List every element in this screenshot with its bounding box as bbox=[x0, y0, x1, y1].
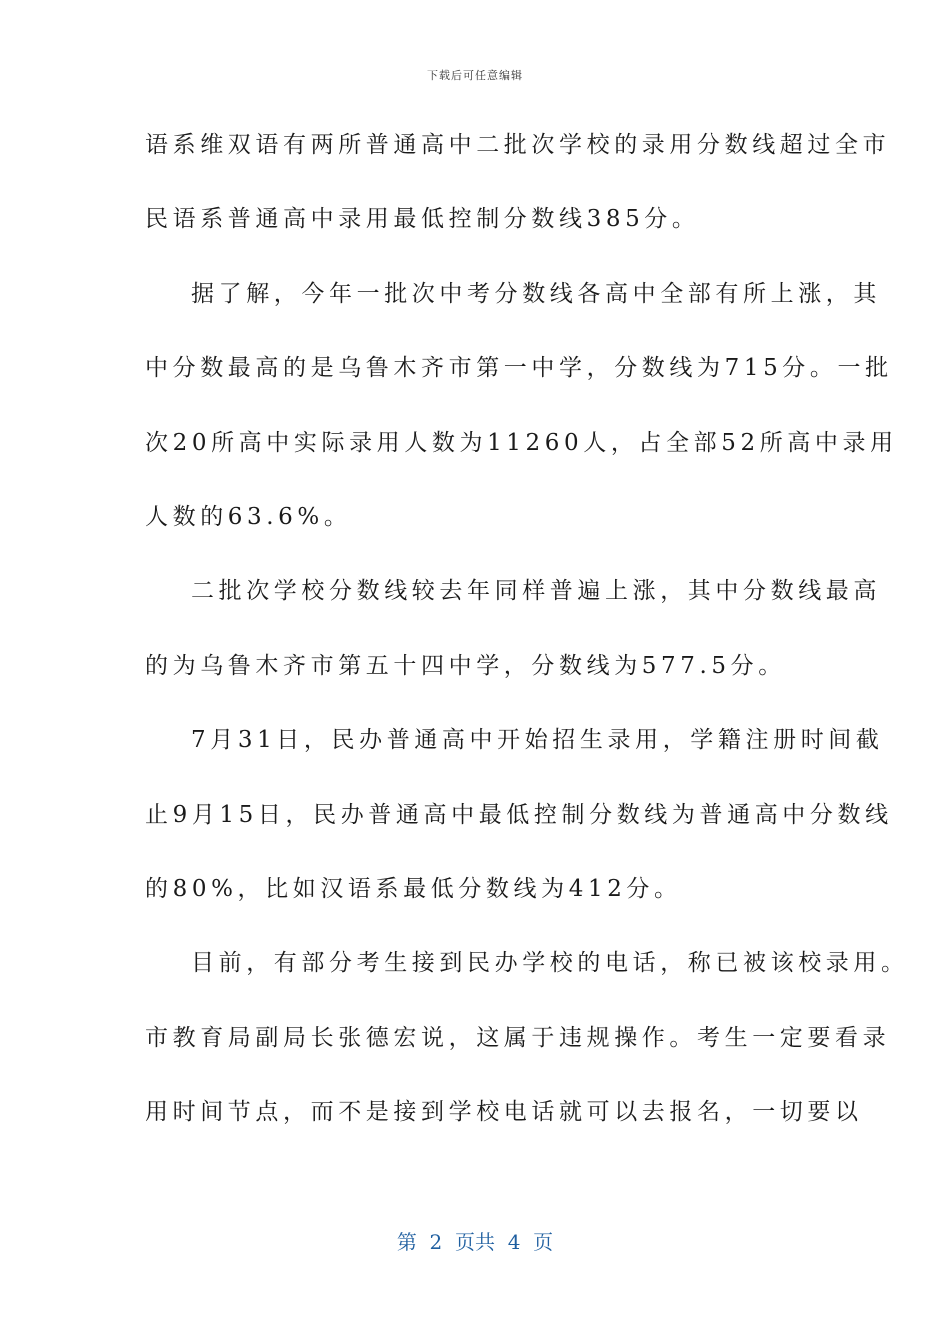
text-line: 二批次学校分数线较去年同样普遍上涨，其中分数线最高 bbox=[191, 578, 881, 605]
text-line: 语系维双语有两所普通高中二批次学校的录用分数线超过全市 bbox=[145, 132, 891, 158]
text-line: 民语系普通高中录用最低控制分数线385分。 bbox=[145, 206, 700, 233]
text-line: 人数的63.6%。 bbox=[145, 503, 352, 530]
text-line: 次20所高中实际录用人数为11260人，占全部52所高中录用 bbox=[145, 429, 898, 456]
text-line: 中分数最高的是乌鲁木齐市第一中学，分数线为715分。一批 bbox=[145, 355, 893, 382]
text-line: 的为乌鲁木齐市第五十四中学，分数线为577.5分。 bbox=[145, 652, 786, 679]
text-line: 的80%，比如汉语系最低分数线为412分。 bbox=[145, 875, 682, 902]
text-line: 7月31日，民办普通高中开始招生录用，学籍注册时间截 bbox=[191, 727, 884, 754]
document-body bbox=[145, 122, 909, 1163]
page-number-footer: 第 2 页共 4 页 bbox=[396, 1230, 554, 1254]
header-note: 下载后可任意编辑 bbox=[427, 69, 523, 82]
text-line: 止9月15日，民办普通高中最低控制分数线为普通高中分数线 bbox=[145, 801, 893, 828]
text-line: 市教育局副局长张德宏说，这属于违规操作。考生一定要看录 bbox=[145, 1024, 891, 1051]
text-line: 目前，有部分考生接到民办学校的电话，称已被该校录用。 bbox=[191, 950, 909, 977]
text-line: 据了解，今年一批次中考分数线各高中全部有所上涨，其 bbox=[191, 280, 881, 307]
text-line: 用时间节点，而不是接到学校电话就可以去报名，一切要以 bbox=[145, 1099, 863, 1126]
